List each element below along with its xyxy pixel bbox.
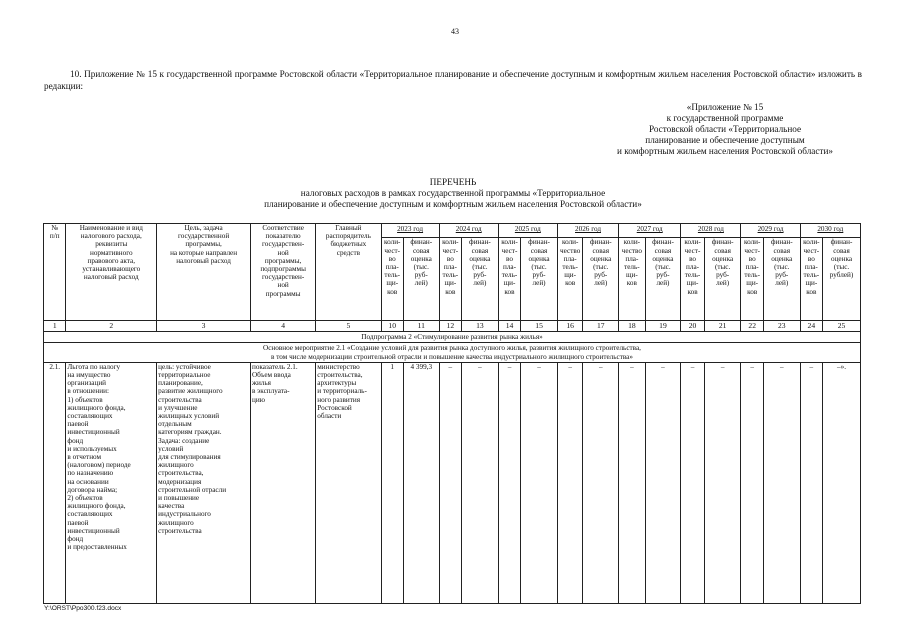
cell-value: – <box>619 362 646 603</box>
column-number: 24 <box>800 321 822 332</box>
header-row-years <box>44 224 861 238</box>
cell-value: – <box>645 362 681 603</box>
header-num <box>44 224 66 321</box>
header-name-text: Наименование и вид налогового расхода, реквизиты нормативного правового акта, устанавливающего налоговый расход <box>79 224 143 282</box>
header-year: 2027 год <box>619 224 681 238</box>
tax-expense-name: Льгота по налогу на имущество организаций в отношении: 1) объектов жилищного фонда, составляющих паевой инвестиционный фонд и используемых в отчетном (налоговом) периоде по назначению на основании договора найма; 2) объектов жилищного фонда, составляющих паевой инвестиционный фонд и предоставленных <box>66 362 157 603</box>
appendix-line: «Приложение № 15 <box>686 102 764 112</box>
header-num-text: № п/п <box>49 224 60 241</box>
cell-value: – <box>583 362 619 603</box>
header-payers-count: коли- чест- во пла- тель- щи- ков <box>681 238 704 321</box>
header-payers-count: коли- чест- во пла- тель- щи- ков <box>498 238 520 321</box>
title-line: планирование и обеспечение доступным и комфортным жильем населения Ростовской области» <box>264 199 642 209</box>
header-payers-count: коли- чество пла- тель- щи- ков <box>619 238 646 321</box>
cell-value: – <box>498 362 520 603</box>
appendix-line: планирование и обеспечение доступным <box>645 135 805 145</box>
header-financial-estimate: финан- совая оценка (тыс. руб- лей) <box>521 238 558 321</box>
title-line: налоговых расходов в рамках государственной программы «Территориальное <box>300 188 606 198</box>
header-indicator <box>250 224 315 321</box>
column-number: 10 <box>381 321 403 332</box>
cell-value: 4 399,3 <box>403 362 439 603</box>
column-numbering-row <box>44 321 861 332</box>
cell-value: – <box>741 362 763 603</box>
column-number: 15 <box>521 321 558 332</box>
appendix-line: Ростовской области «Территориальное <box>648 124 802 134</box>
cell-value: –». <box>823 362 861 603</box>
header-financial-estimate: финан- совая оценка (тыс. руб- лей) <box>583 238 619 321</box>
header-manager <box>316 224 381 321</box>
cell-value: – <box>704 362 741 603</box>
header-payers-count: коли- чест- во пла- тель- щи- ков <box>741 238 763 321</box>
table-row <box>44 362 861 603</box>
header-year: 2026 год <box>557 224 618 238</box>
header-payers-count: коли- чест- во пла- тель- щи- ков <box>439 238 461 321</box>
cell-value: – <box>681 362 704 603</box>
column-number: 3 <box>157 321 251 332</box>
cell-value: – <box>557 362 582 603</box>
cell-value: – <box>521 362 558 603</box>
header-goal-text: Цель, задача государственной программы, на которые направлен налоговый расход <box>170 224 238 265</box>
column-number: 22 <box>741 321 763 332</box>
tax-expenditures-table <box>43 223 861 604</box>
file-path-footer: Y:\ORST\Ppo300.f23.docx <box>44 605 122 612</box>
header-financial-estimate: финан- совая оценка (тыс. руб- лей) <box>763 238 800 321</box>
header-manager-text: Главный распорядитель бюджетных средств <box>325 224 371 257</box>
header-payers-count: коли- чество пла- тель- щи- ков <box>557 238 582 321</box>
column-number: 21 <box>704 321 741 332</box>
cell-value: – <box>439 362 461 603</box>
header-year: 2029 год <box>741 224 800 238</box>
header-payers-count: коли- чест- во пла- тель- щи- ков <box>381 238 403 321</box>
document-title <box>200 177 706 210</box>
header-financial-estimate: финан- совая оценка (тыс. руб- лей) <box>645 238 681 321</box>
column-number: 16 <box>557 321 582 332</box>
main-event-row <box>44 343 861 362</box>
header-payers-count: коли- чест- во пла- тель- щи- ков <box>800 238 822 321</box>
cell-value: – <box>800 362 822 603</box>
column-number: 2 <box>66 321 157 332</box>
page-number: 43 <box>451 27 459 36</box>
column-number: 12 <box>439 321 461 332</box>
appendix-caption <box>590 102 860 157</box>
column-number: 14 <box>498 321 520 332</box>
column-number: 19 <box>645 321 681 332</box>
column-number: 23 <box>763 321 800 332</box>
subprogram-title: Подпрограмма 2 «Стимулирование развития рынка жилья» <box>44 332 861 343</box>
appendix-line: к государственной программе <box>666 113 784 123</box>
column-number: 11 <box>403 321 439 332</box>
column-number: 18 <box>619 321 646 332</box>
header-name <box>66 224 157 321</box>
header-financial-estimate: финан- совая оценка (тыс. руб- лей) <box>462 238 499 321</box>
title-heading: ПЕРЕЧЕНЬ <box>429 177 477 187</box>
header-indicator-text: Соответствие показателю государствен- ной программы, подпрограммы государствен- ной программы <box>260 224 306 298</box>
budget-manager: министерство строительства, архитектуры и территориаль- ного развития Ростовской области <box>316 362 381 603</box>
header-year: 2025 год <box>498 224 557 238</box>
intro-paragraph: 10. Приложение № 15 к государственной программе Ростовской области «Территориальное планирование и обеспечение доступным и комфортным жильем населения Ростовской области» изложить в редакции: <box>44 69 862 91</box>
column-number: 17 <box>583 321 619 332</box>
column-number: 25 <box>823 321 861 332</box>
column-number: 13 <box>462 321 499 332</box>
subprogram-row <box>44 332 861 343</box>
header-financial-estimate: финан- совая оценка (тыс. руб- лей) <box>403 238 439 321</box>
header-financial-estimate: финан- совая оценка (тыс. рублей) <box>823 238 861 321</box>
program-goal: цель: устойчивое территориальное планирование, развитие жилищного строительства и улучшение жилищных условий отдельным категориям граждан. Задача: создание условий для стимулирования жилищного строительства, модернизация строительной отрасли и повышение качества индустриального жилищного строительства <box>157 362 251 603</box>
header-goal <box>157 224 251 321</box>
column-number: 5 <box>316 321 381 332</box>
program-indicator: показатель 2.1. Объем ввода жилья в эксплуата- цию <box>250 362 315 603</box>
cell-value: – <box>763 362 800 603</box>
header-year: 2030 год <box>800 224 860 238</box>
cell-value: – <box>462 362 499 603</box>
cell-value: 1 <box>381 362 403 603</box>
row-number: 2.1. <box>44 362 66 603</box>
header-year: 2023 год <box>381 224 439 238</box>
column-number: 4 <box>250 321 315 332</box>
header-year: 2024 год <box>439 224 498 238</box>
header-financial-estimate: финан- совая оценка (тыс. руб- лей) <box>704 238 741 321</box>
column-number: 1 <box>44 321 66 332</box>
column-number: 20 <box>681 321 704 332</box>
main-event-title: Основное мероприятие 2.1 «Создание условий для развития рынка доступного жилья, развития жилищного строительства, в том числе модернизации строительной отрасли и повышение качества индустриального жилищного строительства» <box>44 343 861 362</box>
header-year: 2028 год <box>681 224 741 238</box>
appendix-line: и комфортным жильем населения Ростовской области» <box>617 146 833 156</box>
